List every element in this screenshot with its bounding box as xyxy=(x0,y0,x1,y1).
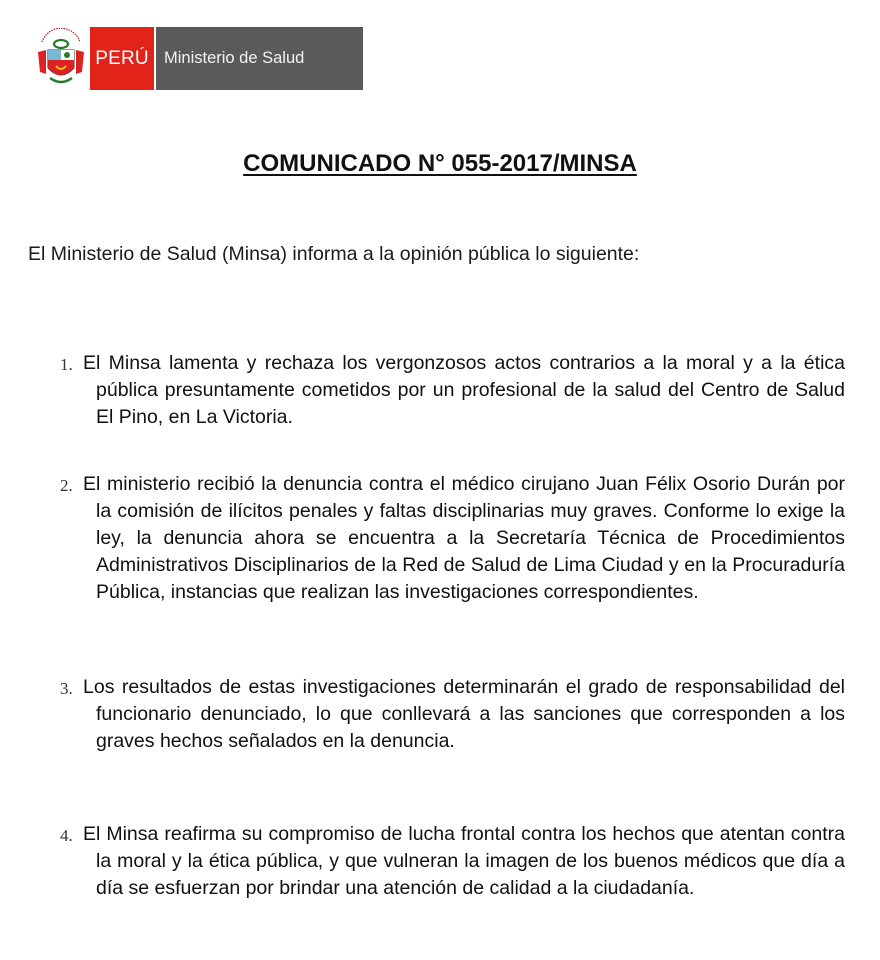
item-text: El Minsa reafirma su compromiso de lucha frontal contra los hechos que atentan contra la moral y la ética pública, y que vulneran la imagen de los buenos médicos que día a día se esfuerzan por brindar una atención de calidad a la ciudadanía. xyxy=(83,823,845,899)
list-item-2 xyxy=(60,471,845,606)
list-item-1 xyxy=(60,350,845,431)
intro-paragraph: El Ministerio de Salud (Minsa) informa a la opinión pública lo siguiente: xyxy=(28,243,640,265)
item-number: 1. xyxy=(60,355,73,374)
item-text: El ministerio recibió la denuncia contra el médico cirujano Juan Félix Osorio Durán por la comisión de ilícitos penales y faltas disciplinarias muy graves. Conforme lo exige la ley, la denuncia ahora se encuentra a la Secretaría Técnica de Procedimientos Administrativos Disciplinarios de la Red de Salud de Lima Ciudad y en la Procuraduría Pública, instancias que realizan las investigaciones correspondientes. xyxy=(83,473,845,603)
list-item-3 xyxy=(60,674,845,755)
peru-label: PERÚ xyxy=(90,27,154,90)
item-text: Los resultados de estas investigaciones determinarán el grado de responsabilidad del funcionario denunciado, lo que conllevará a las sanciones que corresponden a los graves hechos señalados en la denuncia. xyxy=(83,676,845,752)
item-text: El Minsa lamenta y rechaza los vergonzosos actos contrarios a la moral y a la ética pública presuntamente cometidos por un profesional de la salud del Centro de Salud El Pino, en La Victoria. xyxy=(83,352,845,428)
ministry-logo-banner xyxy=(30,26,370,92)
ministry-name: Ministerio de Salud xyxy=(156,27,363,90)
item-number: 4. xyxy=(60,826,73,845)
list-item-4 xyxy=(60,821,845,902)
item-number: 3. xyxy=(60,679,73,698)
page-title: COMUNICADO N° 055-2017/MINSA xyxy=(243,150,637,177)
item-number: 2. xyxy=(60,476,73,495)
coat-of-arms-icon xyxy=(34,28,88,90)
